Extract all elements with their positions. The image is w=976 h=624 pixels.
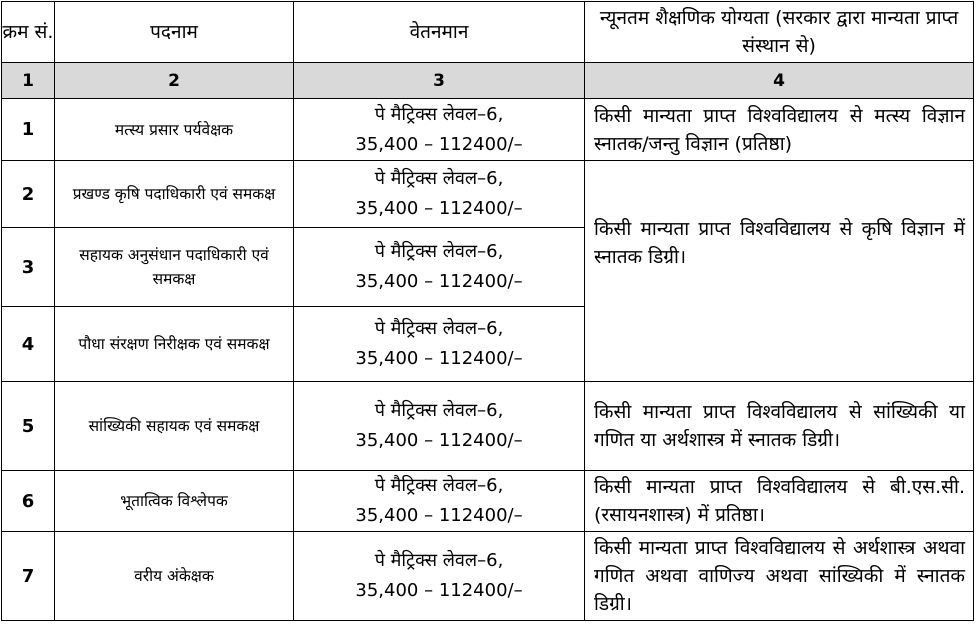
post-cell: मत्स्य प्रसार पर्यवेक्षक bbox=[55, 99, 294, 161]
pay-cell bbox=[294, 228, 585, 307]
pay-range: 35,400 – 112400/– bbox=[355, 580, 523, 601]
pay-level: पे मैट्रिक्स लेवल–6, bbox=[374, 400, 504, 421]
pay-range: 35,400 – 112400/– bbox=[355, 133, 523, 155]
pay-level: पे मैट्रिक्स लेवल–6, bbox=[374, 318, 504, 339]
post-cell: पौधा संरक्षण निरीक्षक एवं समकक्ष bbox=[55, 307, 294, 382]
table-row bbox=[2, 161, 974, 228]
header-row bbox=[2, 2, 974, 63]
serial-cell: 5 bbox=[2, 382, 55, 471]
pay-cell bbox=[294, 99, 585, 161]
qualification-cell: किसी मान्यता प्राप्त विश्वविद्यालय से मत्स्य विज्ञान स्नातक/जन्तु विज्ञान (प्रतिष्ठा) bbox=[585, 99, 974, 161]
pay-range: 35,400 – 112400/– bbox=[355, 198, 523, 219]
table-row bbox=[2, 471, 974, 532]
header-pay: वेतनमान bbox=[294, 2, 585, 63]
qualification-cell: किसी मान्यता प्राप्त विश्वविद्यालय से अर्थशास्त्र अथवा गणित अथवा वाणिज्य अथवा सांख्यिकी में स्नातक डिग्री। bbox=[585, 532, 974, 621]
serial-cell: 2 bbox=[2, 161, 55, 228]
serial-cell: 6 bbox=[2, 471, 55, 532]
column-number-row bbox=[2, 63, 974, 99]
serial-cell: 3 bbox=[2, 228, 55, 307]
pay-range: 35,400 – 112400/– bbox=[355, 505, 523, 526]
column-number: 2 bbox=[55, 63, 294, 99]
post-cell: भूतात्विक विश्लेपक bbox=[55, 471, 294, 532]
table-row bbox=[2, 99, 974, 161]
qualification-cell: किसी मान्यता प्राप्त विश्वविद्यालय से बी.एस.सी. (रसायनशास्त्र) में प्रतिष्ठा। bbox=[585, 471, 974, 532]
post-cell: प्रखण्ड कृषि पदाधिकारी एवं समकक्ष bbox=[55, 161, 294, 228]
pay-range: 35,400 – 112400/– bbox=[355, 271, 523, 292]
qualification-cell-merged: किसी मान्यता प्राप्त विश्वविद्यालय से कृषि विज्ञान में स्नातक डिग्री। bbox=[585, 161, 974, 382]
pay-cell bbox=[294, 382, 585, 471]
qualification-cell: किसी मान्यता प्राप्त विश्वविद्यालय से सांख्यिकी या गणित या अर्थशास्त्र में स्नातक डिग्री। bbox=[585, 382, 974, 471]
pay-cell bbox=[294, 532, 585, 621]
serial-cell: 1 bbox=[2, 99, 55, 161]
posts-table bbox=[1, 1, 974, 621]
table-row bbox=[2, 382, 974, 471]
pay-cell bbox=[294, 161, 585, 228]
pay-cell bbox=[294, 471, 585, 532]
post-cell: सांख्यिकी सहायक एवं समकक्ष bbox=[55, 382, 294, 471]
pay-level: पे मैट्रिक्स लेवल–6, bbox=[374, 550, 504, 571]
pay-range: 35,400 – 112400/– bbox=[355, 348, 523, 369]
pay-level: पे मैट्रिक्स लेवल–6, bbox=[374, 241, 504, 262]
column-number: 3 bbox=[294, 63, 585, 99]
serial-cell: 7 bbox=[2, 532, 55, 621]
serial-cell: 4 bbox=[2, 307, 55, 382]
pay-cell bbox=[294, 307, 585, 382]
pay-level: पे मैट्रिक्स लेवल–6, bbox=[374, 475, 504, 496]
column-number: 1 bbox=[2, 63, 55, 99]
post-cell: वरीय अंकेक्षक bbox=[55, 532, 294, 621]
pay-level: पे मैट्रिक्स लेवल–6, bbox=[374, 168, 504, 189]
header-serial: क्रम सं. bbox=[2, 2, 55, 63]
pay-level: पे मैट्रिक्स लेवल–6, bbox=[374, 103, 504, 125]
post-cell: सहायक अनुसंधान पदाधिकारी एवं समकक्ष bbox=[55, 228, 294, 307]
pay-range: 35,400 – 112400/– bbox=[355, 430, 523, 451]
table-row bbox=[2, 532, 974, 621]
column-number: 4 bbox=[585, 63, 974, 99]
header-qualification: न्यूनतम शैक्षणिक योग्यता (सरकार द्वारा मान्यता प्राप्त संस्थान से) bbox=[585, 2, 974, 63]
header-post: पदनाम bbox=[55, 2, 294, 63]
